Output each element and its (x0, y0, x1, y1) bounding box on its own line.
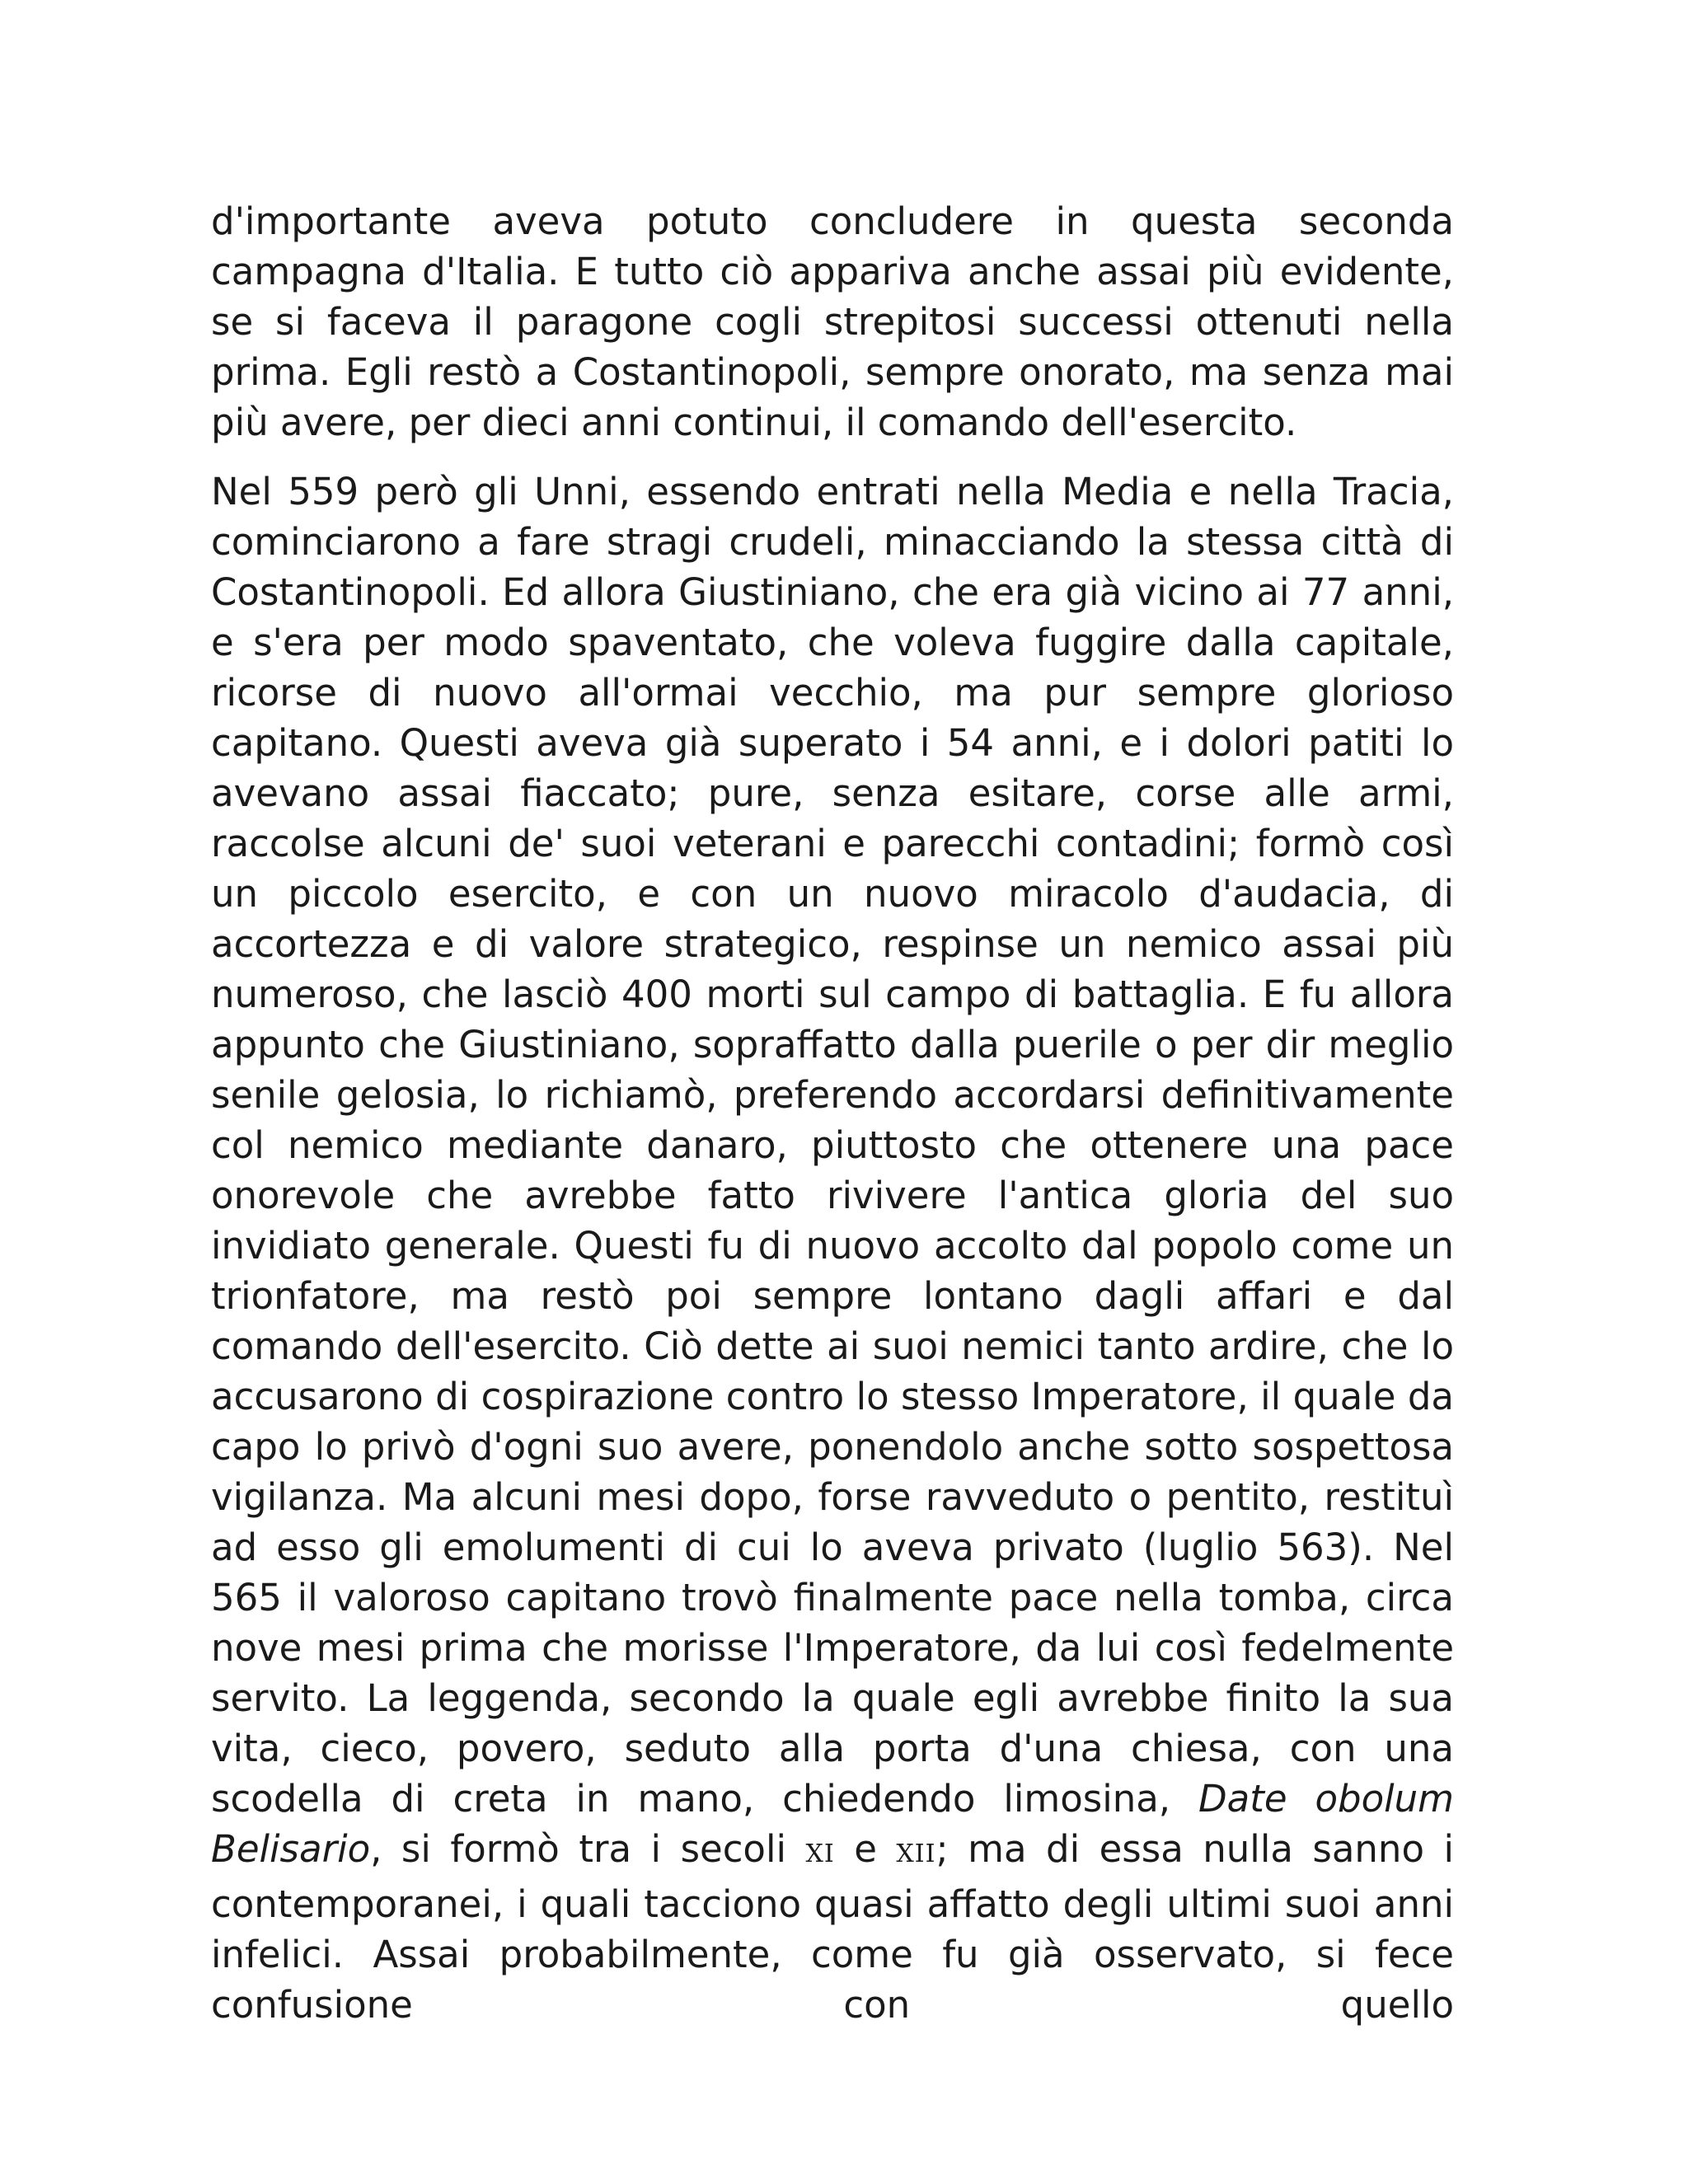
paragraph-2-text-c: e (834, 1827, 897, 1871)
century-numeral-11: XI (805, 1840, 835, 1868)
paragraph-2-text-d: ; ma di essa nulla sanno i contemporanei, i quali tacciono quasi affatto degli ultimi suoi anni infelici. Assai probabilmente, come fu già osservato, si fece confusione con quello (211, 1827, 1454, 2027)
century-numeral-12: XII (896, 1840, 936, 1868)
paragraph-1: d'importante aveva potuto concludere in questa seconda campagna d'Italia. E tutto ciò appariva anche assai più evidente, se si faceva il paragone cogli strepitosi successi ottenuti nella prima. Egli restò a Costantinopoli, sempre onorato, ma senza mai più avere, per dieci anni continui, il comando dell'esercito. (211, 199, 1454, 444)
paragraph-2-text-b: , si formò tra i secoli (370, 1827, 806, 1871)
latin-quote: Date obolum Belisario (211, 1777, 1454, 1871)
document-page (211, 196, 1454, 2030)
paragraph-2 (211, 466, 1454, 2030)
paragraph-2-text-a: Nel 559 però gli Unni, essendo entrati nella Media e nella Tracia, cominciarono a fare stragi crudeli, minacciando la stessa città di Costantinopoli. Ed allora Giustiniano, che era già vicino ai 77 anni, e s'era per modo spaventato, che voleva fuggire dalla capitale, ricorse di nuovo all'ormai vecchio, ma pur sempre glorioso capitano. Questi aveva già superato i 54 anni, e i dolori patiti lo avevano assai fiaccato; pure, senza esitare, corse alle armi, raccolse alcuni de' suoi veterani e parecchi contadini; formò così un piccolo esercito, e con un nuovo miracolo d'audacia, di accortezza e di valore strategico, respinse un nemico assai più numeroso, che lasciò 400 morti sul campo di battaglia. E fu allora appunto che Giustiniano, sopraffatto dalla puerile o per dir meglio senile gelosia, lo richiamò, preferendo accordarsi definitivamente col nemico mediante danaro, piuttosto che ottenere una pace onorevole che avrebbe fatto rivivere l'antica gloria del suo invidiato generale. Questi fu di nuovo accolto dal popolo come un trionfatore, ma restò poi sempre lontano dagli affari e dal comando dell'esercito. Ciò dette ai suoi nemici tanto ardire, che lo accusarono di cospirazione contro lo stesso Imperatore, il quale da capo lo privò d'ogni suo avere, ponendolo anche sotto sospettosa vigilanza. Ma alcuni mesi dopo, forse ravveduto o pentito, restituì ad esso gli emolumenti di cui lo aveva privato (luglio 563). Nel 565 il valoroso capitano trovò finalmente pace nella tomba, circa nove mesi prima che morisse l'Imperatore, da lui così fedelmente servito. La leggenda, secondo la quale egli avrebbe finito la sua vita, cieco, povero, seduto alla porta d'una chiesa, con una scodella di creta in mano, chiedendo limosina, (211, 470, 1454, 1821)
